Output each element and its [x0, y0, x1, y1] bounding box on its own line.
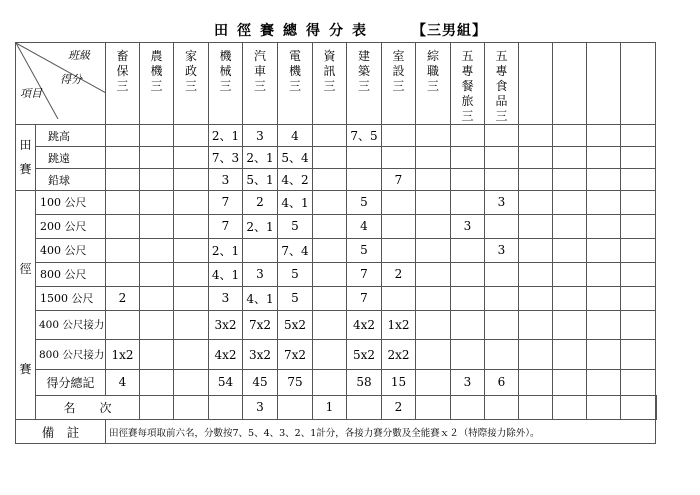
- score-cell: [382, 147, 416, 169]
- score-cell: [519, 169, 553, 191]
- rank-cell: [140, 395, 174, 419]
- event-row: [16, 238, 657, 262]
- class-header-9: [416, 43, 451, 125]
- class-header-13: [553, 43, 587, 125]
- corner-score-label: 得分: [60, 73, 82, 86]
- total-cell: 6: [485, 369, 519, 395]
- section-char: 賽: [19, 362, 32, 376]
- score-cell: [106, 169, 140, 191]
- class-header-char: 車: [253, 64, 266, 78]
- score-cell: [106, 310, 140, 339]
- score-cell: [347, 169, 382, 191]
- rank-cell: 2: [382, 395, 416, 419]
- total-row: [16, 369, 657, 395]
- score-cell: 2: [243, 191, 278, 215]
- rank-cell: [278, 395, 313, 419]
- score-cell: [553, 286, 587, 310]
- rank-cell: [347, 395, 382, 419]
- score-cell: [174, 147, 209, 169]
- score-cell: [416, 125, 451, 147]
- group-label: 【三男組】: [412, 23, 487, 39]
- score-cell: [553, 310, 587, 339]
- class-header-char: 訊: [323, 64, 336, 78]
- score-cell: [106, 238, 140, 262]
- score-cell: [485, 286, 519, 310]
- rank-cell: [553, 395, 587, 419]
- score-cell: 3: [209, 286, 243, 310]
- class-header-char: 室: [392, 49, 405, 63]
- event-row: [16, 125, 657, 147]
- class-header-char: 保: [116, 64, 129, 78]
- score-cell: [313, 262, 347, 286]
- class-header-11: [485, 43, 519, 125]
- event-name: 800 公尺: [36, 262, 106, 286]
- event-name: 400 公尺: [36, 238, 106, 262]
- score-cell: [451, 169, 485, 191]
- score-cell: [313, 214, 347, 238]
- class-header-char: 五: [461, 49, 474, 63]
- page-title: 田徑賽總得分表: [214, 23, 375, 39]
- score-cell: [416, 147, 451, 169]
- score-cell: 5、1: [243, 169, 278, 191]
- class-header-char: 政: [184, 64, 197, 78]
- class-header-char: 機: [150, 64, 163, 78]
- score-cell: [485, 169, 519, 191]
- score-cell: [416, 286, 451, 310]
- score-cell: [382, 214, 416, 238]
- score-cell: [553, 238, 587, 262]
- score-cell: 5: [278, 286, 313, 310]
- class-header-char: 三: [116, 79, 129, 93]
- score-cell: 3: [451, 214, 485, 238]
- score-cell: 3: [209, 169, 243, 191]
- class-header-char: 資: [323, 49, 336, 63]
- score-cell: [621, 147, 656, 169]
- class-header-char: 電: [288, 49, 301, 63]
- score-cell: 2: [106, 286, 140, 310]
- score-cell: [587, 286, 621, 310]
- class-header-char: 五: [495, 49, 508, 63]
- class-header-char: 專: [461, 64, 474, 78]
- score-cell: 5: [278, 262, 313, 286]
- event-name: 800 公尺接力: [36, 340, 106, 369]
- score-cell: 5、4: [278, 147, 313, 169]
- score-cell: [451, 238, 485, 262]
- score-cell: [313, 310, 347, 339]
- total-cell: 58: [347, 369, 382, 395]
- class-header-4: [243, 43, 278, 125]
- class-header-char: 農: [150, 49, 163, 63]
- score-cell: [174, 214, 209, 238]
- score-cell: [485, 125, 519, 147]
- score-cell: [587, 147, 621, 169]
- class-header-char: 食: [495, 79, 508, 93]
- score-cell: [106, 147, 140, 169]
- score-cell: [416, 191, 451, 215]
- score-cell: [587, 262, 621, 286]
- score-cell: 3: [485, 238, 519, 262]
- score-cell: [553, 125, 587, 147]
- score-cell: 3x2: [243, 340, 278, 369]
- score-cell: [416, 214, 451, 238]
- score-cell: [382, 125, 416, 147]
- score-cell: [106, 214, 140, 238]
- score-cell: [382, 191, 416, 215]
- score-cell: [451, 340, 485, 369]
- score-cell: [140, 125, 174, 147]
- score-cell: [174, 169, 209, 191]
- score-cell: [416, 262, 451, 286]
- total-cell: [174, 369, 209, 395]
- score-cell: [174, 191, 209, 215]
- rank-cell: 3: [243, 395, 278, 419]
- score-cell: 1x2: [382, 310, 416, 339]
- score-cell: [519, 340, 553, 369]
- score-cell: 4、2: [278, 169, 313, 191]
- class-header-char: 建: [357, 49, 370, 63]
- class-header-char: 專: [495, 64, 508, 78]
- event-name: 400 公尺接力: [36, 310, 106, 339]
- score-cell: 4x2: [347, 310, 382, 339]
- remark-label: 備 註: [16, 420, 106, 444]
- event-row: [16, 191, 657, 215]
- score-cell: 2x2: [382, 340, 416, 369]
- rank-cell: 1: [313, 395, 347, 419]
- class-header-char: 綜: [426, 49, 439, 63]
- score-cell: 7x2: [278, 340, 313, 369]
- class-header-char: 旅: [461, 94, 474, 108]
- class-header-char: 三: [461, 109, 474, 123]
- rank-cell: [587, 395, 621, 419]
- rank-cell: [174, 395, 209, 419]
- score-cell: [140, 147, 174, 169]
- score-cell: 4、1: [278, 191, 313, 215]
- score-cell: [587, 340, 621, 369]
- score-cell: [519, 286, 553, 310]
- class-header-12: [519, 43, 553, 125]
- section-char: 賽: [19, 162, 32, 176]
- score-cell: 7: [347, 262, 382, 286]
- event-name: 鉛球: [36, 169, 106, 191]
- score-cell: [382, 238, 416, 262]
- score-cell: [174, 310, 209, 339]
- header-row: [16, 43, 657, 125]
- score-cell: [621, 262, 656, 286]
- event-row: [16, 340, 657, 369]
- score-cell: [313, 286, 347, 310]
- rank-label: 名 次: [36, 395, 140, 419]
- score-cell: 5x2: [278, 310, 313, 339]
- event-name: 1500 公尺: [36, 286, 106, 310]
- score-cell: [519, 191, 553, 215]
- score-cell: [553, 147, 587, 169]
- total-cell: [313, 369, 347, 395]
- score-cell: [621, 310, 656, 339]
- total-cell: 75: [278, 369, 313, 395]
- class-header-char: 品: [495, 94, 508, 108]
- rank-cell: [519, 395, 553, 419]
- rank-cell: [621, 395, 656, 419]
- class-header-char: 械: [219, 64, 232, 78]
- class-header-char: 職: [426, 64, 439, 78]
- total-cell: [140, 369, 174, 395]
- rank-cell: [485, 395, 519, 419]
- score-cell: 4: [347, 214, 382, 238]
- score-cell: [621, 286, 656, 310]
- score-cell: [416, 310, 451, 339]
- score-cell: [416, 340, 451, 369]
- rank-cell: [656, 395, 657, 419]
- score-cell: [140, 262, 174, 286]
- score-cell: [519, 310, 553, 339]
- rank-row: [16, 395, 657, 419]
- score-cell: 7: [209, 214, 243, 238]
- score-cell: [347, 147, 382, 169]
- score-cell: 7: [382, 169, 416, 191]
- event-row: [16, 169, 657, 191]
- section-char: 徑: [19, 262, 32, 276]
- score-cell: [519, 147, 553, 169]
- score-cell: 7、3: [209, 147, 243, 169]
- class-header-8: [382, 43, 416, 125]
- score-cell: [140, 169, 174, 191]
- score-cell: 2、1: [209, 125, 243, 147]
- score-cell: 2、1: [243, 214, 278, 238]
- event-row: [16, 310, 657, 339]
- score-cell: [140, 340, 174, 369]
- score-cell: [451, 310, 485, 339]
- score-cell: 3: [485, 191, 519, 215]
- score-cell: [382, 286, 416, 310]
- score-cell: [451, 262, 485, 286]
- score-cell: [140, 191, 174, 215]
- score-cell: [587, 238, 621, 262]
- class-header-0: [106, 43, 140, 125]
- class-header-1: [140, 43, 174, 125]
- score-cell: 5x2: [347, 340, 382, 369]
- rank-cell: [451, 395, 485, 419]
- total-cell: 54: [209, 369, 243, 395]
- score-cell: [519, 125, 553, 147]
- rank-cell: [209, 395, 243, 419]
- corner-cell: [16, 43, 106, 125]
- score-cell: [621, 340, 656, 369]
- score-cell: [451, 125, 485, 147]
- score-cell: [313, 147, 347, 169]
- score-cell: [553, 169, 587, 191]
- score-cell: 3x2: [209, 310, 243, 339]
- class-header-char: 三: [288, 79, 301, 93]
- score-cell: [485, 262, 519, 286]
- class-header-2: [174, 43, 209, 125]
- score-cell: [313, 340, 347, 369]
- score-cell: [621, 125, 656, 147]
- event-name: 200 公尺: [36, 214, 106, 238]
- score-cell: [451, 147, 485, 169]
- class-header-char: 汽: [253, 49, 266, 63]
- class-header-15: [621, 43, 656, 125]
- event-name: 跳遠: [36, 147, 106, 169]
- score-cell: 4、1: [209, 262, 243, 286]
- score-cell: [106, 191, 140, 215]
- score-cell: 5: [278, 214, 313, 238]
- total-cell: [553, 369, 587, 395]
- score-cell: [621, 191, 656, 215]
- score-cell: 5: [347, 191, 382, 215]
- score-cell: [553, 191, 587, 215]
- score-cell: 7: [347, 286, 382, 310]
- score-cell: 2、1: [243, 147, 278, 169]
- class-header-char: 畜: [116, 49, 129, 63]
- score-cell: [485, 147, 519, 169]
- class-header-char: 三: [184, 79, 197, 93]
- total-cell: 4: [106, 369, 140, 395]
- score-cell: 2、1: [209, 238, 243, 262]
- score-cell: [416, 238, 451, 262]
- class-header-char: 家: [184, 49, 197, 63]
- score-cell: [451, 191, 485, 215]
- score-cell: [587, 191, 621, 215]
- class-header-3: [209, 43, 243, 125]
- total-cell: 3: [451, 369, 485, 395]
- event-row: [16, 214, 657, 238]
- score-cell: [140, 214, 174, 238]
- score-cell: [553, 214, 587, 238]
- total-cell: [416, 369, 451, 395]
- total-cell: [621, 369, 656, 395]
- event-row: [16, 147, 657, 169]
- class-header-6: [313, 43, 347, 125]
- score-cell: [174, 286, 209, 310]
- class-header-7: [347, 43, 382, 125]
- score-cell: [519, 214, 553, 238]
- score-cell: [519, 238, 553, 262]
- class-header-char: 三: [392, 79, 405, 93]
- remark-row: [16, 420, 657, 444]
- score-table: [15, 42, 657, 444]
- class-header-char: 三: [253, 79, 266, 93]
- corner-item-label: 項目: [20, 87, 42, 100]
- rank-cell: [416, 395, 451, 419]
- score-cell: 4x2: [209, 340, 243, 369]
- corner-class-label: 班級: [68, 49, 90, 62]
- class-header-char: 三: [357, 79, 370, 93]
- total-cell: [519, 369, 553, 395]
- class-header-10: [451, 43, 485, 125]
- class-header-char: 餐: [461, 79, 474, 93]
- score-cell: 7x2: [243, 310, 278, 339]
- score-cell: [587, 169, 621, 191]
- score-cell: [553, 340, 587, 369]
- section-char: 田: [19, 138, 32, 152]
- score-cell: [416, 169, 451, 191]
- score-cell: [140, 238, 174, 262]
- score-cell: [140, 310, 174, 339]
- class-header-char: 三: [426, 79, 439, 93]
- score-cell: [485, 310, 519, 339]
- score-cell: [451, 286, 485, 310]
- class-header-char: 三: [495, 109, 508, 123]
- score-cell: [553, 262, 587, 286]
- class-header-char: 三: [219, 79, 232, 93]
- score-cell: [106, 262, 140, 286]
- score-cell: [313, 169, 347, 191]
- score-cell: [485, 340, 519, 369]
- score-cell: 7、5: [347, 125, 382, 147]
- score-cell: 4: [278, 125, 313, 147]
- section-field: [16, 125, 36, 191]
- score-cell: 7: [209, 191, 243, 215]
- score-cell: [485, 214, 519, 238]
- score-cell: [106, 125, 140, 147]
- class-header-char: 三: [323, 79, 336, 93]
- score-cell: 2: [382, 262, 416, 286]
- score-cell: [621, 238, 656, 262]
- score-cell: [174, 262, 209, 286]
- class-header-char: 設: [392, 64, 405, 78]
- class-header-14: [587, 43, 621, 125]
- score-cell: [621, 169, 656, 191]
- score-cell: [313, 125, 347, 147]
- class-header-char: 機: [288, 64, 301, 78]
- class-header-char: 三: [150, 79, 163, 93]
- score-cell: [621, 214, 656, 238]
- total-cell: [587, 369, 621, 395]
- score-cell: [313, 238, 347, 262]
- score-cell: [587, 310, 621, 339]
- score-cell: 3: [243, 262, 278, 286]
- score-cell: [519, 262, 553, 286]
- section-track: [16, 191, 36, 420]
- score-cell: 5: [347, 238, 382, 262]
- class-header-5: [278, 43, 313, 125]
- class-header-char: 築: [357, 64, 370, 78]
- remark-text: 田徑賽每項取前六名，分數按7、5、4、3、2、1計分，各接力賽分數及全能賽ｘ２（特際接力除外）。: [106, 420, 656, 444]
- score-cell: 1x2: [106, 340, 140, 369]
- total-cell: 15: [382, 369, 416, 395]
- event-row: [16, 262, 657, 286]
- total-cell: 45: [243, 369, 278, 395]
- score-cell: [174, 238, 209, 262]
- score-cell: 4、1: [243, 286, 278, 310]
- score-cell: [174, 125, 209, 147]
- event-name: 跳高: [36, 125, 106, 147]
- total-label: 得分總記: [36, 369, 106, 395]
- event-row: [16, 286, 657, 310]
- score-cell: [140, 286, 174, 310]
- score-cell: 7、4: [278, 238, 313, 262]
- score-cell: [243, 238, 278, 262]
- score-cell: [587, 214, 621, 238]
- score-cell: 3: [243, 125, 278, 147]
- class-header-char: 機: [219, 49, 232, 63]
- event-name: 100 公尺: [36, 191, 106, 215]
- score-cell: [313, 191, 347, 215]
- score-cell: [587, 125, 621, 147]
- score-cell: [174, 340, 209, 369]
